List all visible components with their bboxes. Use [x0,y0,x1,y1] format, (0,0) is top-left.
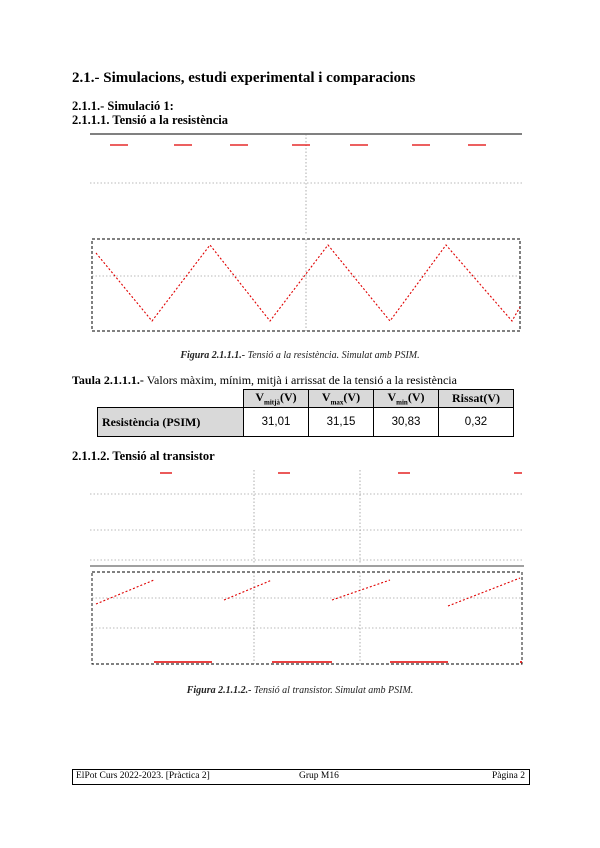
col-header-rissat: Rissat(V) [439,390,514,408]
footer-page-number: Pàgina 2 [492,771,525,781]
table-title-text: Valors màxim, mínim, mitjà i arrissat de la tensió a la resistència [146,373,457,387]
table-number: Taula 2.1.1.1.- [72,373,144,387]
footer-center: Grup M16 [299,771,339,781]
subsubsection-heading-2: 2.1.1.2. Tensió al transistor [72,449,215,463]
cell-rissat: 0,32 [439,408,514,437]
table-header-row [98,390,514,408]
figure-1-top-panel [90,134,522,235]
section-heading: 2.1.- Simulacions, estudi experimental i comparacions [72,70,416,86]
figure-2-caption [0,685,600,696]
subsection-heading: 2.1.1.- Simulació 1: [72,99,174,113]
figure-1-number: Figura 2.1.1.1.- [180,350,246,361]
col-header-vmin: $V_{min}(V)$ [374,390,439,408]
row-label: Resistència (PSIM) [98,408,244,437]
figure-2-number: Figura 2.1.1.2.- [186,685,252,696]
results-table [97,389,514,437]
table-row [98,408,514,437]
subsubsection-heading-1: 2.1.1.1. Tensió a la resistència [72,113,229,127]
cell-vmitja: 31,01 [244,408,309,437]
figure-2-caption-text: Tensió al transistor. Simulat amb PSIM. [253,685,414,696]
figure-1-caption-text: Tensió a la resistència. Simulat amb PSIM. [247,350,420,361]
figure-1-bottom-panel [92,239,520,331]
figure-2-top-panel [90,470,524,566]
figure-2-plot [88,468,528,680]
col-header-vmax: $V_{max}(V)$ [309,390,374,408]
figure-1-caption [0,350,600,361]
cell-vmin: 30,83 [374,408,439,437]
table-title [72,373,457,388]
table-corner-cell [98,390,244,408]
figure-1-plot [88,131,524,345]
figure-2-bottom-panel [92,572,522,664]
page-footer [72,769,530,785]
col-header-vmitja: $V_{mitjà}(V)$ [244,390,309,408]
cell-vmax: 31,15 [309,408,374,437]
footer-left: ElPot Curs 2022-2023. [Pràctica 2] [76,771,210,781]
